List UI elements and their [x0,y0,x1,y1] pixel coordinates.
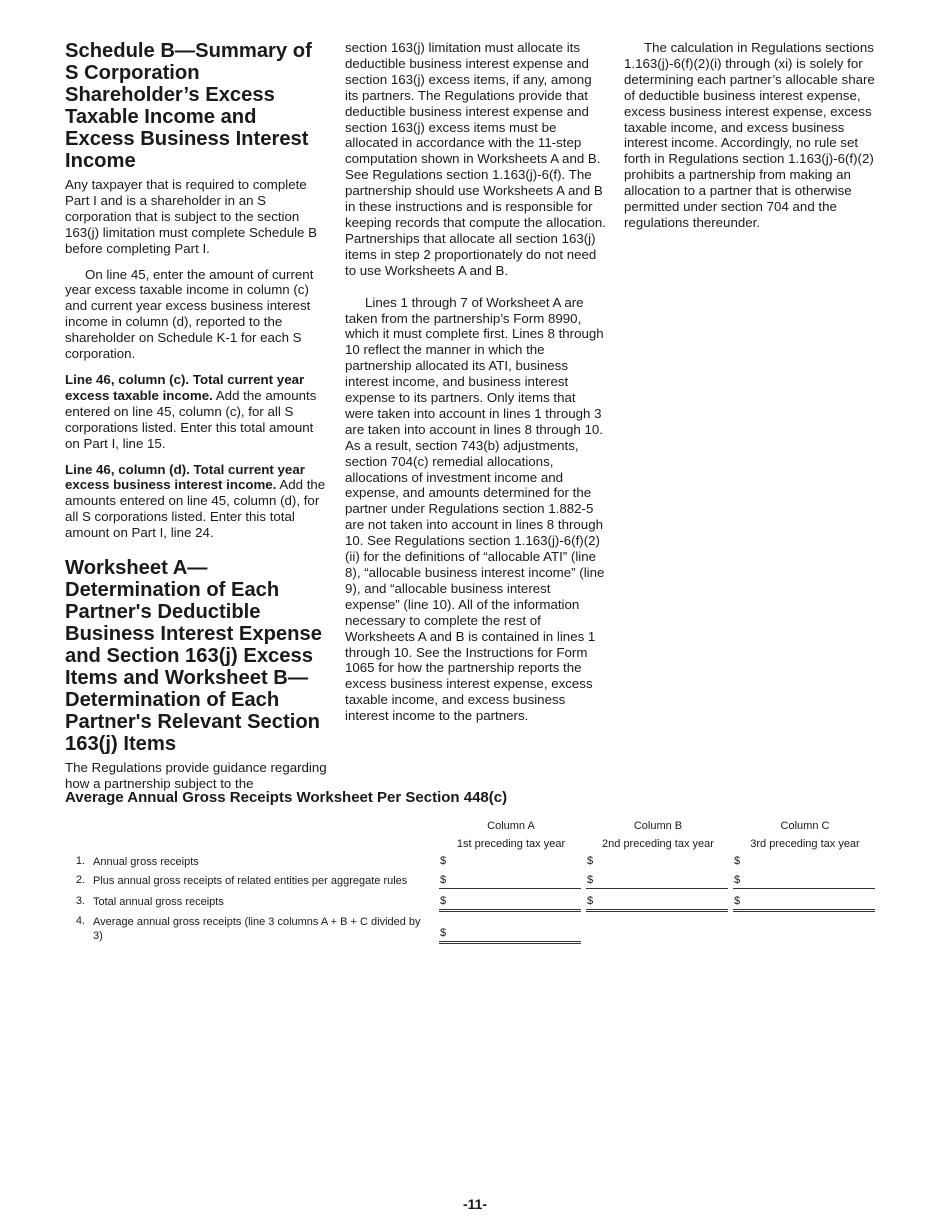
row-label: Average annual gross receipts (line 3 columns A + B + C divided by 3) [93,916,421,942]
middle-column [345,40,607,734]
dollar-sign: $ [734,874,741,886]
row1-col-a-input[interactable] [439,853,581,869]
left-column [65,40,327,802]
row-number: 1. [75,855,85,867]
line-46d-lead: Line 46, column (d). Total current year excess business interest income. [65,461,305,493]
column-c-subheader: 3rd preceding tax year [750,838,860,850]
dollar-sign: $ [587,895,594,907]
gross-receipts-worksheet [65,789,885,942]
dollar-sign: $ [440,927,447,939]
row2-col-c-input[interactable] [733,872,875,889]
page-number: -11- [462,1196,488,1212]
row-label: Total annual gross receipts [93,896,224,908]
paragraph: On line 45, enter the amount of current year excess taxable income in column (c) and current year excess business interest income in column (d), reported to the shareholder on Schedule K-1 for each S corporation. [65,266,314,362]
row-number: 2. [75,874,85,886]
paragraph: Lines 1 through 7 of Worksheet A are taken from the partnership’s Form 8990, which it must complete first. Lines 8 through 10 reflect the manner in which the partnership allocated its ATI, business interest income, and business interest expense to its partners. Only items that were taken into account in lines 1 through 3 are taken into account in lines 8 through 10. As a result, section 743(b) adjustments, section 704(c) remedial allocations, allocations of investment income and expense, and amounts determined for the partner under Regulations section 1.882-5 are not taken into account in lines 8 through 10. See Regulations section 1.163(j)-6(f)(2)(ii) for the definitions of “allocable ATI” (line 8), “allocable business interest income” (line 9), and “allocable business interest expense” (line 10). All of the information necessary to complete the rest of Worksheets A and B is contained in lines 1 through 10. See the Instructions for Form 1065 for how the partnership reports the excess business interest expense, excess taxable income, and excess business interest income to the partners. [345,294,605,724]
paragraph [65,462,327,542]
dollar-sign: $ [440,895,447,907]
worksheet-title: Average Annual Gross Receipts Worksheet Per Section 448(c) [65,789,508,806]
row2-col-b-input[interactable] [586,872,728,889]
dollar-sign: $ [734,895,741,907]
paragraph: The calculation in Regulations sections 1.163(j)-6(f)(2)(i) through (xi) is solely for determining each partner’s allocable share of deductible business interest expense, excess business interest expense, excess taxable income, and excess business interest income. Accordingly, no rule set forth in Regulations section 1.163(j)-6(f)(2) prohibits a partnership from making an allocation to a partner that is otherwise permitted under section 704 and the regulations thereunder. [624,40,875,230]
row4-col-a-input[interactable] [439,925,581,944]
schedule-b-heading: Schedule B—Summary of S Corporation Shareholder’s Excess Taxable Income and Excess Business Interest Income [65,40,312,172]
dollar-sign: $ [440,874,447,886]
line-46c-body: Add the amounts entered on line 45, column (c), for all S corporations listed. Enter this total amount on Part I, line 15. [65,387,317,451]
paragraph: Any taxpayer that is required to complete Part I and is a shareholder in an S corporation that is subject to the section 163(j) limitation must complete Schedule B before completing Part I. [65,177,318,256]
row-label: Plus annual gross receipts of related entities per aggregate rules [93,875,408,887]
column-a-header: Column A [487,820,535,832]
row-number: 4. [75,915,85,927]
line-46d-body: Add the amounts entered on line 45, column (d), for all S corporations listed. Enter this total amount on Part I, line 24. [65,477,326,541]
worksheet-a-heading: Worksheet A—Determination of Each Partner's Deductible Business Interest Expense and Section 163(j) Excess Items and Worksheet B—Determination of Each Partner's Relevant Section 163(j) Items [65,557,322,756]
column-b-subheader: 2nd preceding tax year [602,838,714,850]
paragraph [65,372,327,452]
dollar-sign: $ [587,855,594,867]
line-46c-lead: Line 46, column (c). Total current year excess taxable income. [65,371,305,403]
row-number: 3. [75,895,85,907]
row3-col-c-input[interactable] [733,893,875,912]
paragraph: section 163(j) limitation must allocate its deductible business interest expense and section 163(j) excess items, if any, among its partners. The Regulations provide that deductible business interest expense and section 163(j) excess items must be allocated in accordance with the 11-step computation shown in Worksheets A and B. See Regulations section 1.163(j)-6(f). The partnership should use Worksheets A and B in these instructions and is responsible for keeping records that compute the allocation. Partnerships that allocate all section 163(j) items in step 2 proportionately do not need to use Worksheets A and B. [345,40,606,278]
column-b-header: Column B [633,820,683,832]
right-column [624,40,886,241]
column-c-header: Column C [780,820,830,832]
row1-col-c-input[interactable] [733,853,875,869]
row2-col-a-input[interactable] [439,872,581,889]
dollar-sign: $ [587,874,594,886]
row1-col-b-input[interactable] [586,853,728,869]
row3-col-b-input[interactable] [586,893,728,912]
dollar-sign: $ [440,855,447,867]
row3-col-a-input[interactable] [439,893,581,912]
column-a-subheader: 1st preceding tax year [456,838,566,850]
row-label: Annual gross receipts [93,856,199,868]
paragraph: The Regulations provide guidance regarding how a partnership subject to the [65,760,327,791]
dollar-sign: $ [734,855,741,867]
